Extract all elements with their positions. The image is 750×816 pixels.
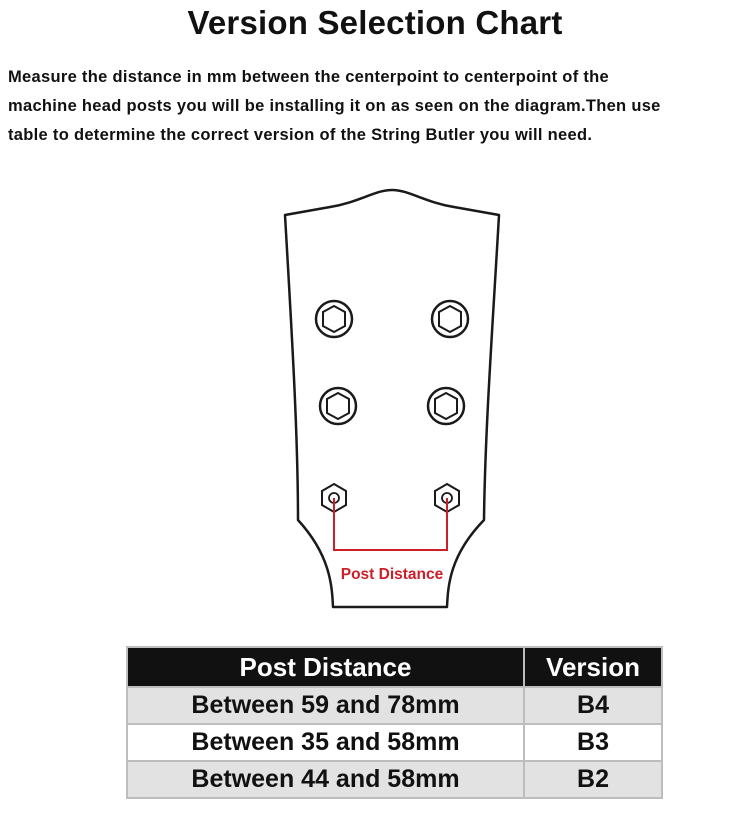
instruction-line: Measure the distance in mm between the centerpoint to centerpoint of the — [8, 68, 610, 86]
tuner-post-icon — [428, 388, 464, 424]
instructions-text — [8, 63, 748, 150]
table-header-row — [127, 647, 662, 687]
tuner-post-icon — [320, 388, 356, 424]
table-row — [127, 687, 662, 724]
post-distance-cell: Between 59 and 78mm — [127, 687, 524, 724]
tuner-post-icon — [432, 301, 468, 337]
version-cell: B4 — [524, 687, 662, 724]
table-row — [127, 761, 662, 798]
headstock-outline — [285, 190, 499, 607]
table-row — [127, 724, 662, 761]
column-header-post-distance: Post Distance — [127, 647, 524, 687]
post-distance-cell: Between 35 and 58mm — [127, 724, 524, 761]
post-distance-cell: Between 44 and 58mm — [127, 761, 524, 798]
post-distance-label: Post Distance — [340, 566, 444, 583]
instruction-line: machine head posts you will be installing it on as seen on the diagram.Then use — [8, 97, 661, 115]
headstock-diagram — [0, 180, 750, 620]
version-cell: B2 — [524, 761, 662, 798]
version-table — [126, 646, 663, 799]
version-cell: B3 — [524, 724, 662, 761]
tuner-post-icon — [316, 301, 352, 337]
instruction-line: table to determine the correct version of the String Butler you will need. — [8, 126, 593, 144]
column-header-version: Version — [524, 647, 662, 687]
page-title: Version Selection Chart — [187, 4, 563, 41]
